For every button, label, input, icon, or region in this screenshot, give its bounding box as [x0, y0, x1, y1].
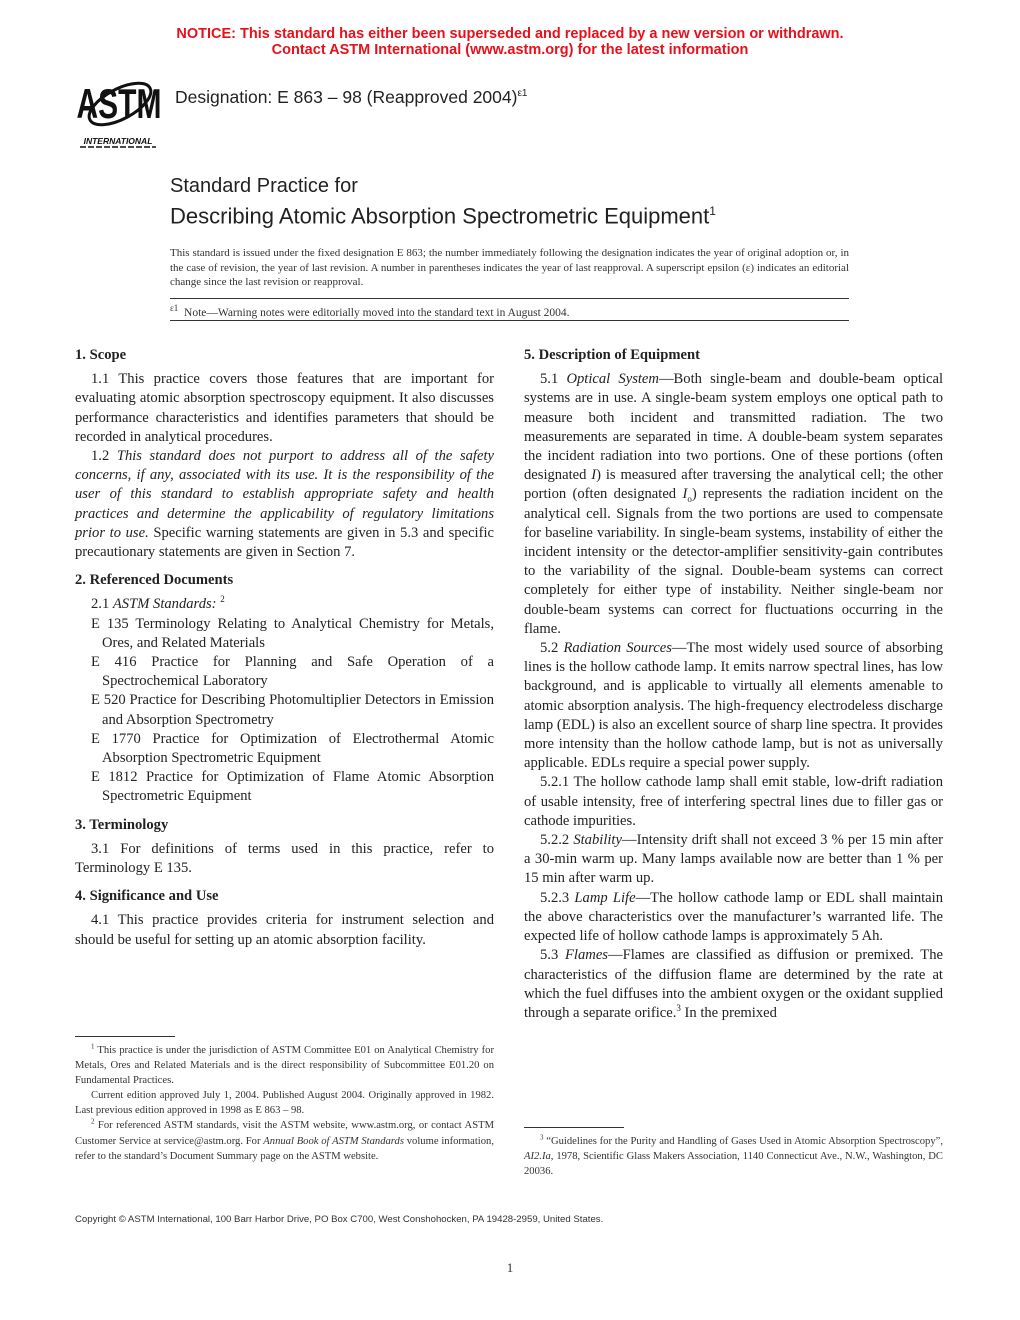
- text-segment: Current edition approved July 1, 2004. Published August 2004. Originally approved in 1982. Last previous edition approved in 1998 as E 863 – 98.: [75, 1090, 494, 1117]
- notice-line-1: NOTICE: This standard has either been superseded and replaced by a new version or withdrawn.: [176, 26, 844, 42]
- text-segment: Radiation Sources: [563, 640, 672, 657]
- title-main: Describing Atomic Absorption Spectrometric Equipment: [170, 203, 710, 229]
- text-segment: In the premixed: [680, 1004, 777, 1021]
- text-segment: 5.2: [540, 640, 564, 657]
- footnote: [75, 1118, 494, 1163]
- text-segment: 5.2.2: [540, 832, 574, 849]
- paragraph: [75, 370, 494, 447]
- footnotes-left: [75, 1036, 494, 1164]
- text-segment: —Flames are classified as diffusion or premixed. The characteristics of the diffusion flame are determined by the rate at which the fuel diffuses into the ambient oxygen or the oxidant supplied through a separate orifice.: [524, 947, 943, 1021]
- text-segment: This standard does not purport to address all of the safety concerns, if any, associated with its use. It is the responsibility of the user of this standard to establish appropriate safety and health practices and determine the applicability of regulatory limitations prior to use.: [75, 448, 494, 541]
- text-segment: 1.1 This practice covers those features that are important for evaluating atomic absorption spectroscopy equipment. It also discusses performance characteristics and identifies parameters that should be recorded in analytical procedures.: [75, 371, 494, 445]
- footnote-rule: [524, 1127, 624, 1128]
- footnote: [75, 1088, 494, 1118]
- text-segment: E 135 Terminology Relating to Analytical Chemistry for Metals, Ores, and Related Materials: [91, 615, 494, 651]
- footnotes-right: [524, 1127, 943, 1179]
- referenced-document: [75, 615, 494, 653]
- footnote-ref: 2: [220, 594, 225, 605]
- designation: [175, 87, 528, 108]
- footnote-ref: 3: [540, 1133, 544, 1142]
- text-segment: “Guidelines for the Purity and Handling of Gases Used in Atomic Absorption Spectroscopy”,: [543, 1136, 943, 1147]
- text-segment: 3.1 For definitions of terms used in this practice, refer to Terminology E 135.: [75, 840, 494, 877]
- paragraph: [524, 946, 943, 1023]
- footnote-ref: 1: [91, 1042, 95, 1051]
- section-heading: 4. Significance and Use: [75, 888, 219, 905]
- svg-text:INTERNATIONAL: INTERNATIONAL: [83, 136, 153, 146]
- paragraph: [75, 595, 494, 614]
- section-heading: 3. Terminology: [75, 816, 169, 833]
- astm-logo: [76, 76, 160, 150]
- divider: [170, 298, 849, 299]
- text-segment: This practice is under the jurisdiction of ASTM Committee E01 on Analytical Chemistry for Metals, Ores and Related Materials and is the direct responsibility of Subcommittee E01.20 on Fundamental Practices.: [75, 1045, 494, 1087]
- footnote-rule: [75, 1036, 175, 1037]
- document-title: [170, 174, 716, 229]
- text-segment: ) represents the radiation incident on the analytical cell. Signals from the two portions are used to compensate for baseline variability. In single-beam systems, instability of either the incident intensity or the detector-amplifier sensitivity-gain contributes to the variability of the signal. Double-beam systems can correct completely for either type of instability. Neither single-beam nor double-beam systems can correct for fluctuations occurring in the flame.: [524, 486, 943, 637]
- text-segment: AI2.Ia: [524, 1151, 551, 1163]
- text-segment: E 1812 Practice for Optimization of Flame Atomic Absorption Spectrometric Equipment: [91, 769, 494, 805]
- left-column: [75, 346, 494, 950]
- footnote-ref: 3: [676, 1003, 681, 1014]
- designation-explanation: This standard is issued under the fixed designation E 863; the number immediately following the designation indicates the year of original adoption or, in the case of revision, the year of last revision. A number in parentheses indicates the year of last reapproval. A superscript epsilon (ε) indicates an editorial change since the last revision or reapproval.: [170, 247, 849, 289]
- text-segment: E 416 Practice for Planning and Safe Operation of a Spectrochemical Laboratory: [91, 654, 494, 690]
- text-segment: 5.3: [540, 947, 566, 964]
- text-segment: For referenced ASTM standards, visit the ASTM website, www.astm.org, or contact ASTM Customer Service at service@astm.org. For: [75, 1120, 494, 1147]
- page-number: 1: [506, 1260, 514, 1275]
- footnote-ref: 2: [91, 1117, 95, 1126]
- text-segment: Lamp Life: [574, 889, 636, 906]
- footnote: [524, 1134, 943, 1179]
- text-segment: I: [591, 467, 597, 484]
- title-line-1: Standard Practice for: [170, 175, 358, 197]
- paragraph: [524, 889, 943, 947]
- text-segment: ASTM Standards:: [112, 596, 217, 613]
- text-segment: Optical System: [566, 371, 659, 388]
- notice-line-2: Contact ASTM International (www.astm.org) for the latest information: [271, 42, 749, 58]
- footnote: [75, 1043, 494, 1088]
- text-segment: I: [682, 486, 688, 503]
- text-segment: Flames: [565, 947, 608, 964]
- text-segment: Specific warning statements are given in 5.3 and specific precautionary statements are given in Section 7.: [75, 524, 495, 561]
- referenced-document: [75, 730, 494, 768]
- section-heading: 1. Scope: [75, 347, 127, 363]
- text-segment: 1.2: [91, 448, 117, 465]
- text-segment: Annual Book of ASTM Standards: [263, 1135, 404, 1147]
- paragraph: [75, 840, 494, 878]
- text-segment: volume information, refer to the standard’s Document Summary page on the ASTM website.: [75, 1135, 494, 1162]
- referenced-document: [75, 653, 494, 691]
- paragraph: [524, 831, 943, 889]
- paragraph: [524, 773, 943, 831]
- title-footnote-ref: 1: [709, 204, 716, 218]
- note-epsilon: ε1: [170, 303, 179, 313]
- editorial-note: [170, 303, 570, 319]
- note-text: Note—Warning notes were editorially moved into the standard text in August 2004.: [184, 306, 570, 319]
- text-segment: 5.2.1 The hollow cathode lamp shall emit stable, low-drift radiation of usable intensity, free of interfering spectral lines due to filler gas or cathode impurities.: [524, 774, 943, 829]
- text-segment: —The most widely used source of absorbing lines is the hollow cathode lamp. It emits narrow spectral lines, has low background, and is applicable to virtually all elements amenable to atomic absorption analysis. The high-frequency electrodeless discharge lamp (EDL) is also an excellent source of sharp line spectra. It provides more intensity than the hollow cathode lamp, but is not as universally applicable. EDLs require a special power supply.: [524, 640, 944, 772]
- section-heading: 5. Description of Equipment: [524, 347, 700, 363]
- section-heading: 2. Referenced Documents: [75, 572, 234, 589]
- svg-text:ASTM: ASTM: [76, 80, 160, 128]
- referenced-document: [75, 768, 494, 806]
- text-segment: —Intensity drift shall not exceed 3 % per 15 min after a 30-min warm up. Many lamps available now are better than 1 % per 15 min after warm up.: [524, 832, 943, 887]
- paragraph: [524, 639, 943, 773]
- divider: [170, 320, 849, 321]
- title-line-2: [170, 198, 716, 229]
- text-segment: o: [687, 494, 692, 505]
- paragraph: [75, 911, 494, 949]
- text-segment: ) is measured after traversing the analytical cell; the other portion (often designated: [524, 467, 943, 503]
- text-segment: —Both single-beam and double-beam optical systems are in use. A single-beam system employs one optical path to measure both incident and transmitted radiation. The two measurements are separated in time. A double-beam system separates the incident radiation into two portions. One of these portions (often designated: [524, 371, 944, 484]
- text-segment: 5.2.3: [540, 889, 575, 906]
- text-segment: E 520 Practice for Describing Photomultiplier Detectors in Emission and Absorption Spectrometry: [91, 692, 494, 728]
- right-column: [524, 346, 943, 1023]
- text-segment: Stability: [573, 832, 622, 849]
- paragraph: [75, 447, 494, 562]
- text-segment: —The hollow cathode lamp or EDL shall maintain the above characteristics over the manufacturer’s warranted life. The expected life of hollow cathode lamps is approximately 5 Ah.: [524, 889, 944, 945]
- text-segment: 5.1: [540, 371, 567, 388]
- paragraph: [524, 370, 943, 639]
- text-segment: 4.1 This practice provides criteria for instrument selection and should be useful for setting up an atomic absorption facility.: [75, 912, 494, 948]
- withdrawal-notice: [0, 26, 1020, 58]
- copyright: Copyright © ASTM International, 100 Barr Harbor Drive, PO Box C700, West Conshohocken, PA 19428-2959, United States.: [75, 1214, 604, 1225]
- text-segment: 2.1: [91, 596, 113, 613]
- text-segment: , 1978, Scientific Glass Makers Association, 1140 Connecticut Ave., N.W., Washington, DC 20036.: [524, 1151, 943, 1178]
- designation-epsilon: ε1: [517, 88, 528, 100]
- referenced-document: [75, 691, 494, 729]
- designation-text: Designation: E 863 – 98 (Reapproved 2004): [175, 87, 518, 107]
- text-segment: E 1770 Practice for Optimization of Electrothermal Atomic Absorption Spectrometric Equipment: [91, 730, 494, 767]
